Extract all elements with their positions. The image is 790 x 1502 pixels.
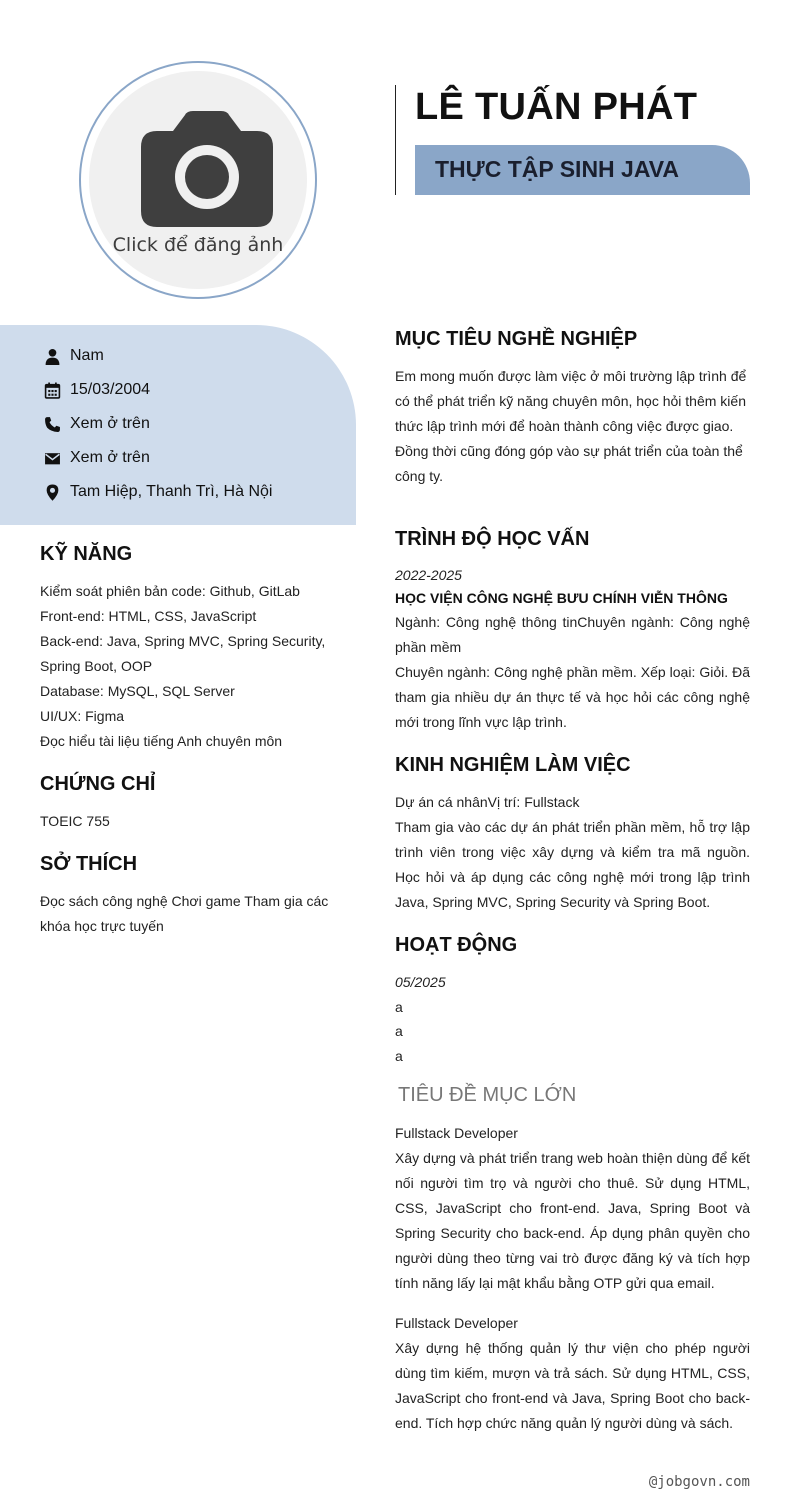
- objective-title: MỤC TIÊU NGHỀ NGHIỆP: [395, 328, 638, 350]
- user-icon: [44, 348, 61, 365]
- education-detail: Chuyên ngành: Công nghệ phần mềm. Xếp loại: Giỏi. Đã tham gia nhiều dự án thực tế và học hỏi các công nghệ mới trong lĩnh vực lập trình.: [395, 664, 750, 730]
- contact-email: [44, 448, 150, 468]
- project-role: Fullstack Developer: [395, 1125, 518, 1141]
- contact-email-text: Xem ở trên: [70, 449, 150, 466]
- experience-block: [395, 790, 750, 915]
- project-item: [395, 1121, 750, 1296]
- education-block: [395, 564, 750, 610]
- project-text: Xây dựng hệ thống quản lý thư viện cho phép người dùng tìm kiếm, mượn và trả sách. Sử dụng HTML, CSS, JavaScript cho front-end và Java, Spring Boot cho back-end. Tích hợp chức năng quản lý người dùng và sách.: [395, 1340, 750, 1431]
- job-title: THỰC TẬP SINH JAVA: [435, 156, 679, 182]
- hobbies-title: SỞ THÍCH: [40, 853, 138, 875]
- avatar-frame: [79, 61, 317, 299]
- contact-birthday-text: 15/03/2004: [70, 381, 151, 398]
- contact-phone: [44, 414, 150, 434]
- education-title: TRÌNH ĐỘ HỌC VẤN: [395, 528, 590, 550]
- contact-gender: [44, 346, 104, 366]
- hobbies-text: Đọc sách công nghệ Chơi game Tham gia các khóa học trực tuyến: [40, 893, 329, 934]
- header-divider: [395, 85, 396, 195]
- contact-birthday: [44, 380, 150, 400]
- activity-line: a: [395, 1023, 403, 1039]
- skills-title: KỸ NĂNG: [40, 543, 133, 565]
- contact-address: [44, 482, 272, 502]
- skill-item: UI/UX: Figma: [40, 708, 125, 724]
- skill-item: Đọc hiểu tài liệu tiếng Anh chuyên môn: [40, 733, 283, 749]
- experience-title: KINH NGHIỆM LÀM VIỆC: [395, 754, 631, 776]
- avatar-caption: Click để đăng ảnh: [112, 234, 284, 256]
- activities-block: [395, 970, 750, 1068]
- education-school: HỌC VIỆN CÔNG NGHỆ BƯU CHÍNH VIỄN THÔNG: [395, 590, 728, 606]
- phone-icon: [44, 416, 61, 433]
- job-title-banner: [415, 145, 750, 195]
- activity-line: a: [395, 1047, 403, 1064]
- full-name: LÊ TUẤN PHÁT: [415, 86, 698, 128]
- project-item: [395, 1311, 750, 1436]
- experience-text: Tham gia vào các dự án phát triển phần mềm, hỗ trợ lập trình viên trong việc xây dựng và kiểm tra mã nguồn. Học hỏi và áp dụng các công nghệ mới trong lập trình Java, Spring MVC, Spring Security và Spring Boot.: [395, 819, 750, 910]
- project-role: Fullstack Developer: [395, 1315, 518, 1331]
- avatar-upload[interactable]: [89, 71, 307, 289]
- education-major: Ngành: Công nghệ thông tinChuyên ngành: Công nghệ phần mềm: [395, 614, 750, 655]
- watermark: @jobgovn.com: [648, 1474, 750, 1490]
- project-text: Xây dựng và phát triển trang web hoàn thiện dùng để kết nối người tìm trọ và người cho thuê. Sử dụng HTML, CSS, JavaScript cho front-end. Java, Spring Boot và Spring Security cho back-end. Áp dụng phân quyền cho người dùng theo từng vai trò được đăng ký và tích hợp tính năng lấy lại mật khẩu bằng OTP gửi qua email.: [395, 1150, 750, 1291]
- certificates-title: CHỨNG CHỈ: [40, 773, 156, 795]
- location-pin-icon: [44, 484, 61, 501]
- contact-address-text: Tam Hiệp, Thanh Trì, Hà Nội: [70, 483, 273, 500]
- camera-icon: [141, 111, 273, 227]
- calendar-icon: [44, 382, 61, 399]
- activities-period: 05/2025: [395, 974, 446, 990]
- contact-gender-text: Nam: [70, 347, 104, 364]
- objective-text: Em mong muốn được làm việc ở môi trường lập trình để có thể phát triển kỹ năng chuyên môn, học hỏi thêm kiến thức lập trình mới để hoàn thành công việc được giao. Đồng thời cũng đóng góp vào sự phát triển của toàn thể công ty.: [395, 368, 747, 484]
- skill-item: Back-end: Java, Spring MVC, Spring Security, Spring Boot, OOP: [40, 633, 326, 674]
- activities-title: HOẠT ĐỘNG: [395, 934, 518, 956]
- skill-item: Front-end: HTML, CSS, JavaScript: [40, 608, 257, 624]
- contact-phone-text: Xem ở trên: [70, 415, 150, 432]
- skills-list: [40, 579, 340, 754]
- mail-icon: [44, 450, 61, 467]
- skill-item: Kiểm soát phiên bản code: Github, GitLab: [40, 583, 300, 599]
- skill-item: Database: MySQL, SQL Server: [40, 683, 235, 699]
- activity-line: a: [395, 998, 403, 1015]
- experience-role: Dự án cá nhânVị trí: Fullstack: [395, 794, 580, 810]
- education-period: 2022-2025: [395, 567, 462, 583]
- certificates-text: TOEIC 755: [40, 813, 110, 829]
- education-details: [395, 610, 750, 735]
- projects-title: TIÊU ĐỀ MỤC LỚN: [398, 1084, 577, 1106]
